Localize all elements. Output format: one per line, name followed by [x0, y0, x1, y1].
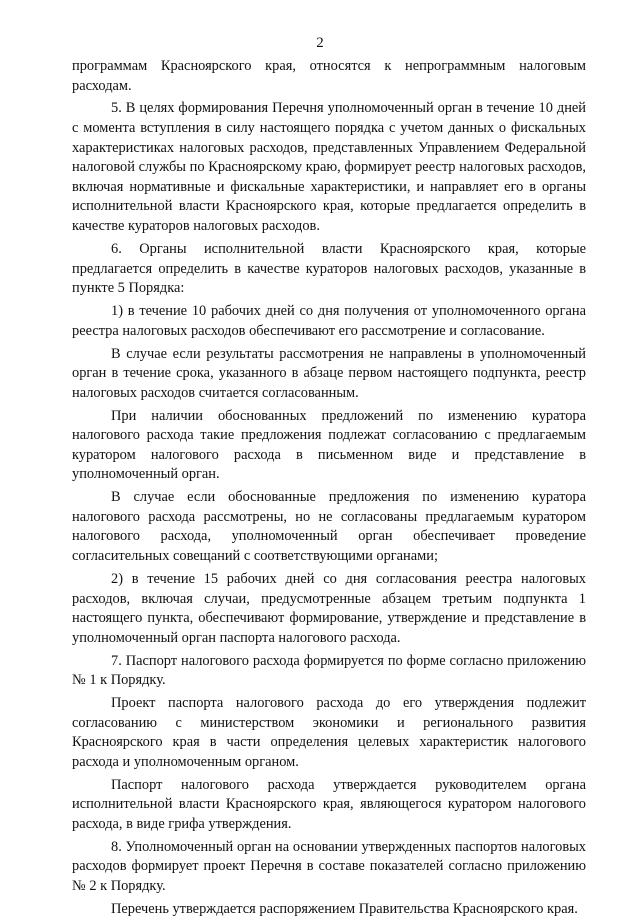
paragraph-item-5: 5. В целях формирования Перечня уполномоченный орган в течение 10 дней с момента вступления в силу настоящего порядка с учетом данных о фискальных характеристиках налоговых расходов, представленных Управлением Федеральной налоговой службы по Красноярскому краю, формирует реестр налоговых расходов, включая нормативные и фискальные характеристики, и направляет его в органы исполнительной власти Красноярского края, которые предлагается определить в качестве кураторов налоговых расходов. [72, 100, 586, 235]
subparagraph-2: 2) в течение 15 рабочих дней со дня согласования реестра налоговых расходов, включая случаи, предусмотренные абзацем третьим подпункта 1 настоящего пункта, обеспечивают формирование, утверждение и представление в уполномоченный орган паспорта налогового расхода. [72, 570, 586, 646]
document-body [72, 57, 586, 923]
paragraph-item-7: 7. Паспорт налогового расхода формируется по форме согласно приложению № 1 к Порядку. [72, 652, 586, 689]
paragraph: Проект паспорта налогового расхода до его утверждения подлежит согласованию с министерством экономики и регионального развития Красноярского края в части определения целевых характеристик налогового расхода и уполномоченным органом. [72, 695, 586, 770]
paragraph-continuation: программам Красноярского края, относятся к непрограммным налоговым расходам. [72, 58, 586, 94]
page-number: 2 [316, 35, 324, 51]
paragraph: В случае если обоснованные предложения по изменению куратора налогового расхода рассмотрены, но не согласованы предлагаемым куратором налогового расхода, уполномоченный орган обеспечивает проведение согласительных совещаний с соответствующими органами; [72, 489, 586, 565]
paragraph: Перечень утверждается распоряжением Правительства Красноярского края. [111, 900, 578, 917]
paragraph-item-8: 8. Уполномоченный орган на основании утвержденных паспортов налоговых расходов формирует проект Перечня в составе показателей согласно приложению № 2 к Порядку. [72, 838, 586, 895]
paragraph: В случае если результаты рассмотрения не направлены в уполномоченный орган в течение срока, указанного в абзаце первом настоящего подпункта, реестр налоговых расходов считается согласованным. [72, 345, 586, 401]
paragraph-item-6: 6. Органы исполнительной власти Красноярского края, которые предлагается определить в качестве кураторов налоговых расходов, указанные в пункте 5 Порядка: [72, 240, 586, 297]
subparagraph-1: 1) в течение 10 рабочих дней со дня получения от уполномоченного органа реестра налоговых расходов обеспечивают его рассмотрение и согласование. [72, 303, 586, 339]
paragraph: Паспорт налогового расхода утверждается руководителем органа исполнительной власти Красноярского края, являющегося куратором налогового расхода, в виде грифа утверждения. [72, 776, 586, 832]
paragraph: При наличии обоснованных предложений по изменению куратора налогового расхода такие предложения подлежат согласованию с предлагаемым куратором налогового расхода в письменном виде и представление в уполномоченный орган. [72, 407, 586, 483]
